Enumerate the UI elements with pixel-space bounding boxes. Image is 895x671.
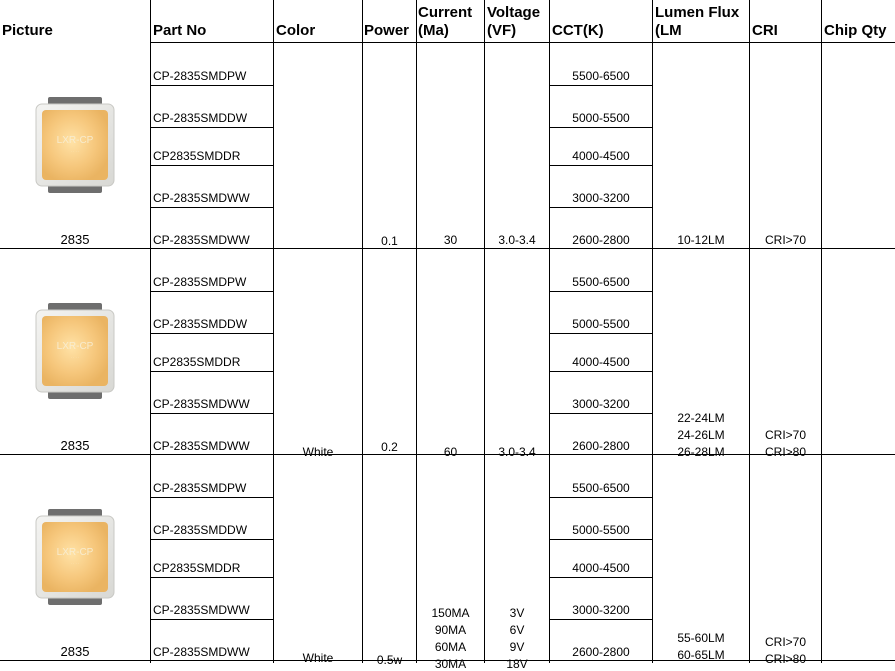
cct-value: 2600-2800: [572, 233, 630, 247]
voltage-value: 6V: [509, 623, 525, 637]
current-value: 60: [443, 445, 458, 459]
cct-value: 3000-3200: [572, 191, 630, 205]
package-size: 2835: [60, 438, 90, 453]
header-voltage: Voltage (VF): [487, 4, 541, 39]
cct-value: 5500-6500: [572, 275, 630, 289]
color-value: White: [302, 651, 334, 665]
lumen-flux-value: 26-28LM: [677, 445, 725, 459]
part-number: CP-2835SMDPW: [153, 481, 247, 495]
cri-value: CRI>80: [764, 652, 807, 666]
cct-value: 5000-5500: [572, 523, 630, 537]
current-value: 90MA: [434, 623, 467, 637]
package-size: 2835: [60, 644, 90, 659]
part-number: CP-2835SMDPW: [153, 69, 247, 83]
cct-value: 5000-5500: [572, 111, 630, 125]
svg-text:LXR-CP: LXR-CP: [56, 341, 94, 352]
part-number: CP-2835SMDWW: [153, 603, 250, 617]
voltage-value: 3.0-3.4: [498, 445, 536, 459]
part-number: CP-2835SMDWW: [153, 397, 250, 411]
cct-value: 2600-2800: [572, 645, 630, 659]
header-picture: Picture: [2, 22, 53, 39]
voltage-value: 9V: [509, 640, 525, 654]
header-chip-qty: Chip Qty: [824, 22, 887, 39]
cri-value: CRI>70: [764, 428, 807, 442]
cct-value: 4000-4500: [572, 561, 630, 575]
cct-value: 3000-3200: [572, 397, 630, 411]
lumen-flux-value: 10-12LM: [677, 233, 725, 247]
header-color: Color: [276, 22, 316, 39]
cri-value: CRI>70: [764, 635, 807, 649]
lumen-flux-value: 55-60LM: [677, 631, 725, 645]
part-number: CP-2835SMDDW: [153, 111, 248, 125]
part-number: CP-2835SMDWW: [153, 191, 250, 205]
current-value: 60MA: [434, 640, 467, 654]
cct-value: 4000-4500: [572, 149, 630, 163]
header-power: Power: [364, 22, 410, 39]
header-lumen-flux: Lumen Flux (LM: [655, 4, 740, 39]
led-chip-picture: [32, 96, 118, 194]
power-value: 0.5w: [376, 653, 403, 667]
cct-value: 5000-5500: [572, 317, 630, 331]
power-value: 0.2: [381, 440, 398, 454]
part-number: CP-2835SMDPW: [153, 275, 247, 289]
led-chip-icon: [32, 302, 118, 400]
lumen-flux-value: 24-26LM: [677, 428, 725, 442]
cct-value: 2600-2800: [572, 439, 630, 453]
current-value: 150MA: [431, 606, 470, 620]
part-number: CP-2835SMDWW: [153, 645, 250, 659]
header-cri: CRI: [752, 22, 778, 39]
cct-value: 5500-6500: [572, 69, 630, 83]
voltage-value: 3V: [509, 606, 525, 620]
cct-value: 3000-3200: [572, 603, 630, 617]
svg-text:· · · ·: · · · ·: [70, 149, 80, 154]
led-chip-picture: [32, 508, 118, 606]
cct-value: 5500-6500: [572, 481, 630, 495]
part-number: CP2835SMDDR: [153, 355, 241, 369]
led-chip-icon: [32, 96, 118, 194]
part-number: CP-2835SMDDW: [153, 523, 248, 537]
package-size: 2835: [60, 232, 90, 247]
lumen-flux-value: 60-65LM: [677, 648, 725, 662]
current-value: 30: [443, 233, 458, 247]
svg-text:· · · ·: · · · ·: [70, 561, 80, 566]
part-number: CP-2835SMDWW: [153, 439, 250, 453]
svg-text:LXR-CP: LXR-CP: [56, 135, 94, 146]
header-part-no: Part No: [153, 22, 207, 39]
svg-text:LXR-CP: LXR-CP: [56, 547, 94, 558]
color-value: White: [302, 445, 334, 459]
part-number: CP2835SMDDR: [153, 149, 241, 163]
header-current: Current (Ma): [418, 4, 473, 39]
part-number: CP-2835SMDWW: [153, 233, 250, 247]
led-chip-picture: [32, 302, 118, 400]
cri-value: CRI>80: [764, 445, 807, 459]
part-number: CP-2835SMDDW: [153, 317, 248, 331]
lumen-flux-value: 22-24LM: [677, 411, 725, 425]
svg-text:· · · ·: · · · ·: [70, 355, 80, 360]
cri-value: CRI>70: [764, 233, 807, 247]
current-value: 30MA: [434, 657, 467, 671]
header-cct: CCT(K): [552, 22, 604, 39]
led-chip-icon: [32, 508, 118, 606]
cct-value: 4000-4500: [572, 355, 630, 369]
part-number: CP2835SMDDR: [153, 561, 241, 575]
power-value: 0.1: [381, 234, 398, 248]
voltage-value: 18V: [506, 657, 528, 671]
voltage-value: 3.0-3.4: [498, 233, 536, 247]
